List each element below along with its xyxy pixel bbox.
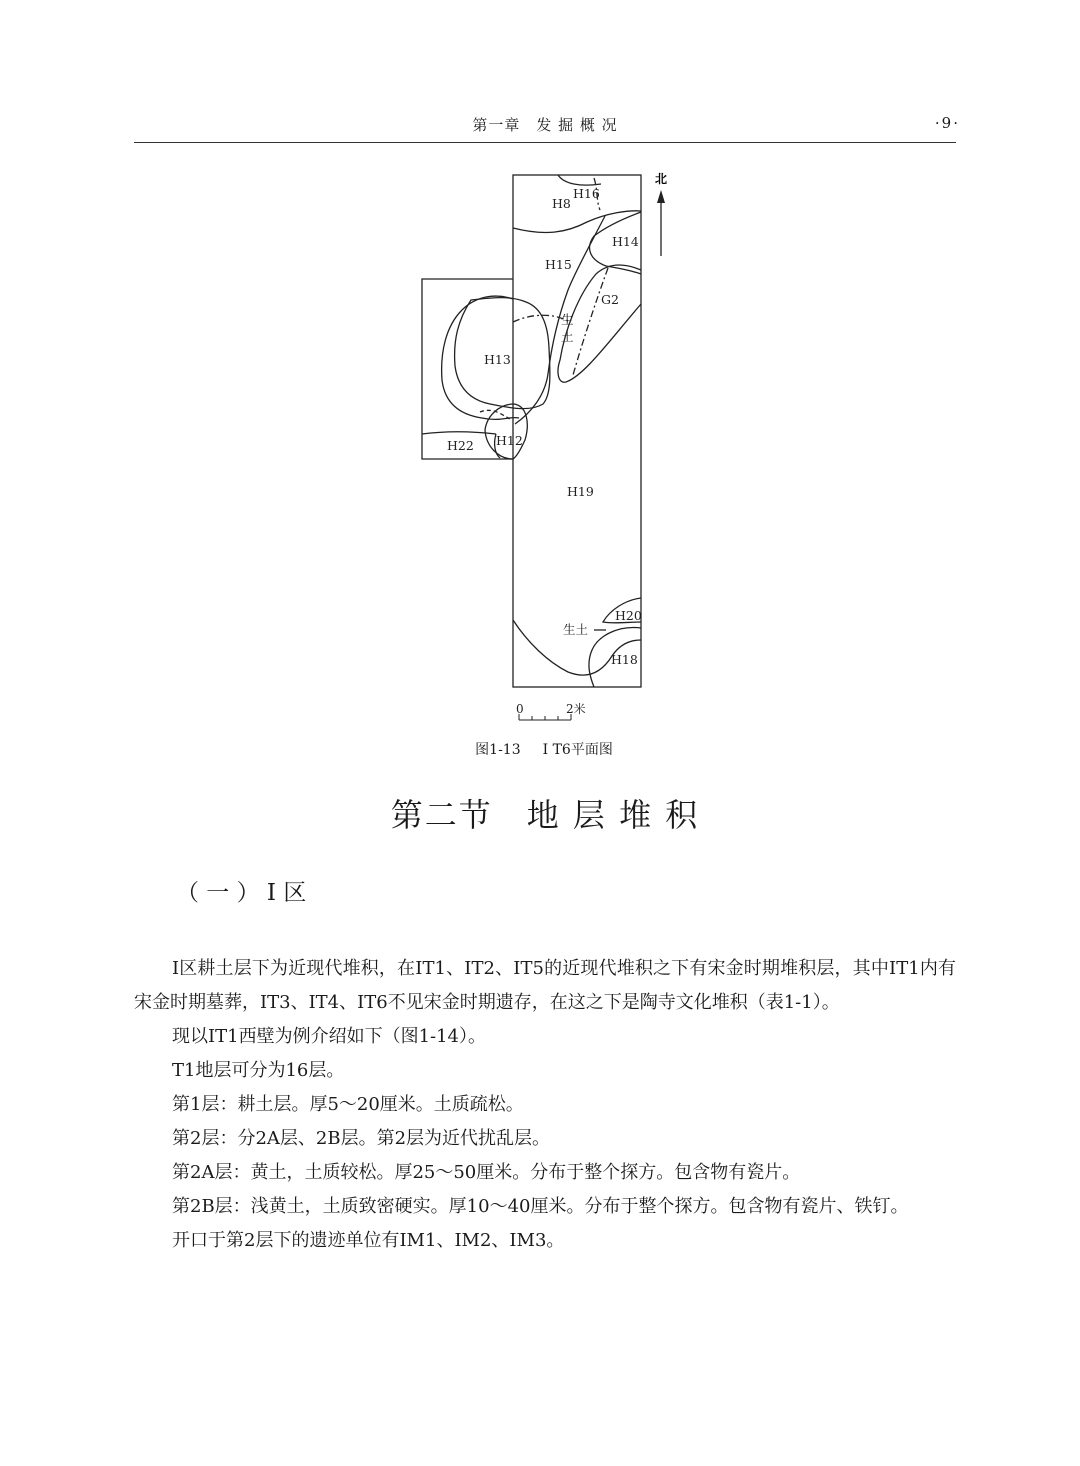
paragraph: 第2A层：黄土，土质较松。厚25～50厘米。分布于整个探方。包含物有瓷片。 [172, 1162, 801, 1183]
label-shengtu-lower: 生土 [563, 622, 589, 637]
label-h20: H20 [615, 608, 642, 623]
subsection-title: （ 一 ） Ⅰ 区 [176, 880, 307, 906]
paragraph: 第1层：耕土层。厚5～20厘米。土质疏松。 [172, 1094, 524, 1115]
label-shengtu-2: 土 [561, 329, 574, 344]
label-h15: H15 [545, 257, 572, 272]
paragraph: 第2B层：浅黄土，土质致密硬实。厚10～40厘米。分布于整个探方。包含物有瓷片、铁钉。 [172, 1196, 909, 1217]
page-number: ·9· [934, 114, 960, 132]
north-arrow [655, 172, 667, 256]
label-h12: H12 [496, 433, 523, 448]
label-h14: H14 [612, 234, 639, 249]
figure-caption [0, 739, 1080, 759]
north-label: 北 [654, 172, 668, 186]
paragraph: 第2层：分2A层、2B层。第2层为近代扰乱层。 [172, 1128, 551, 1149]
label-h8: H8 [552, 196, 571, 211]
body-text [134, 952, 956, 1258]
label-shengtu-1: 生 [561, 312, 574, 327]
h12-boundary [485, 404, 527, 459]
plan-figure-t6 [410, 165, 680, 725]
paragraph: 开口于第2层下的遗迹单位有ⅠM1、ⅠM2、ⅠM3。 [172, 1230, 565, 1251]
paragraph: T1地层可分为16层。 [172, 1060, 345, 1081]
label-h19: H19 [567, 484, 594, 499]
paragraph: Ⅰ区耕土层下为近现代堆积，在ⅠT1、ⅠT2、ⅠT5的近现代堆积之下有宋金时期堆积层，其中ⅠT1内有宋金时期墓葬，ⅠT3、ⅠT4、ⅠT6不见宋金时期遗存，在这之下是陶寺文化堆积（表1-1）。 [134, 958, 956, 1013]
caption-title: Ⅰ T6平面图 [542, 742, 613, 758]
scale-bar [519, 714, 571, 720]
shengtu-upper-boundary [515, 216, 605, 424]
section-title: 第二节 地 层 堆 积 [390, 796, 700, 834]
label-h18: H18 [611, 652, 638, 667]
scale-zero: 0 [516, 702, 524, 716]
label-h16: H16 [573, 186, 600, 201]
g2-centerline [573, 268, 608, 375]
chapter-title: 第一章 发 掘 概 况 [472, 116, 618, 134]
label-h13: H13 [484, 352, 511, 367]
label-h22: H22 [447, 438, 474, 453]
running-head [0, 114, 1080, 138]
header-rule [134, 142, 956, 143]
scale-end: 2米 [566, 702, 586, 716]
caption-number: 图1-13 [475, 742, 521, 758]
label-g2: G2 [601, 292, 619, 307]
h8-boundary [513, 211, 641, 233]
paragraph: 现以ⅠT1西壁为例介绍如下（图1-14）。 [172, 1026, 487, 1047]
